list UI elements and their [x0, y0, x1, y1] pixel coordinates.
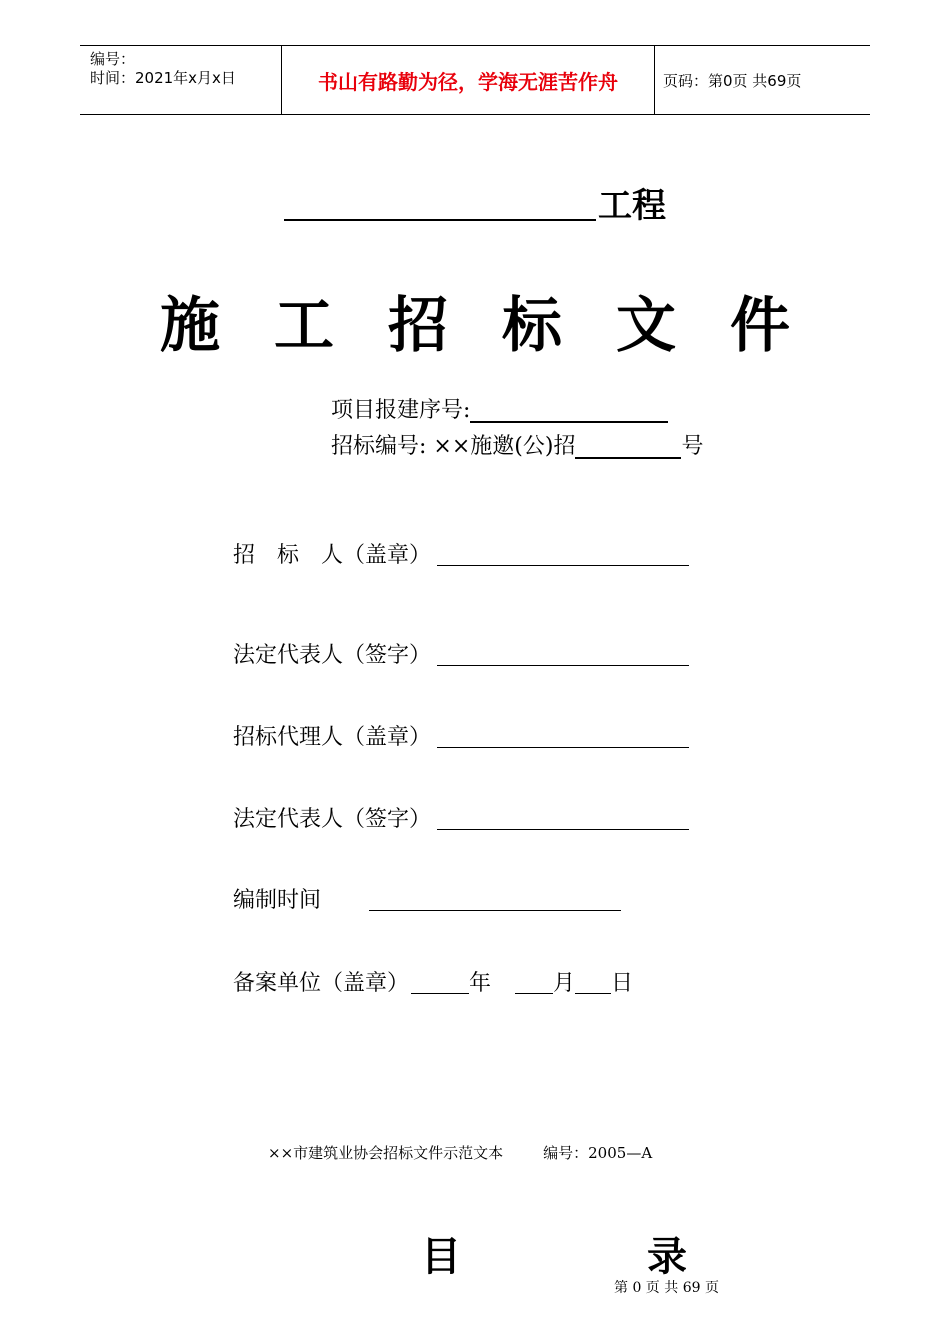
field-label: 招标代理人（盖章）: [233, 725, 432, 750]
bid-suffix: 号: [681, 434, 704, 459]
header-time: 时间：2021年x月x日: [90, 69, 236, 87]
field-blank[interactable]: [437, 727, 689, 748]
field-tenderer: [233, 538, 689, 569]
header-number: 编号：: [90, 50, 136, 68]
page-footer: 第 0 页 共 69 页: [614, 1280, 719, 1296]
registration-label: 项目报建序号:: [331, 398, 471, 423]
document-title: 施工招标文件: [160, 291, 844, 361]
day-blank[interactable]: [575, 973, 611, 994]
field-blank[interactable]: [437, 545, 689, 566]
field-label: 法定代表人（签字）: [233, 807, 432, 832]
contents-heading-right: 录: [647, 1234, 687, 1280]
year-blank[interactable]: [411, 973, 469, 994]
filing-year: 年: [469, 971, 492, 996]
filing-month: 月: [553, 971, 576, 996]
bid-number-blank[interactable]: [575, 435, 681, 459]
header-meta: [90, 50, 236, 88]
project-name-blank[interactable]: [284, 185, 596, 221]
field-legal-rep: [233, 638, 689, 669]
filing-label: 备案单位（盖章）: [233, 971, 410, 996]
field-agent-legal-rep: [233, 802, 689, 833]
registration-blank[interactable]: [470, 399, 668, 423]
field-label: 法定代表人（签字）: [233, 643, 432, 668]
field-blank[interactable]: [437, 809, 689, 830]
header-page-info: 页码：第0页 共69页: [663, 71, 802, 90]
contents-heading-left: 目: [421, 1234, 461, 1280]
field-blank[interactable]: [437, 645, 689, 666]
template-note: [268, 1142, 652, 1163]
field-label: 编制时间: [233, 888, 322, 913]
month-blank[interactable]: [515, 973, 553, 994]
filing-day: 日: [611, 971, 634, 996]
header-divider: [654, 46, 655, 114]
registration-number: [331, 393, 668, 424]
document-header: [80, 45, 870, 115]
project-name-line: [0, 178, 950, 227]
bid-label: 招标编号: ××施邀(公)招: [331, 434, 576, 459]
bid-number: [331, 429, 703, 460]
field-date: [233, 883, 621, 914]
template-note-text: ××市建筑业协会招标文件示范文本: [268, 1144, 504, 1162]
field-agent: [233, 720, 689, 751]
field-blank[interactable]: [369, 890, 621, 911]
template-code: 编号：2005—A: [543, 1144, 653, 1162]
field-label: 招 标 人（盖章）: [233, 543, 432, 568]
header-motto: 书山有路勤为径，学海无涯苦作舟: [318, 69, 618, 94]
project-suffix: 工程: [598, 186, 666, 226]
field-filing: [233, 966, 633, 997]
